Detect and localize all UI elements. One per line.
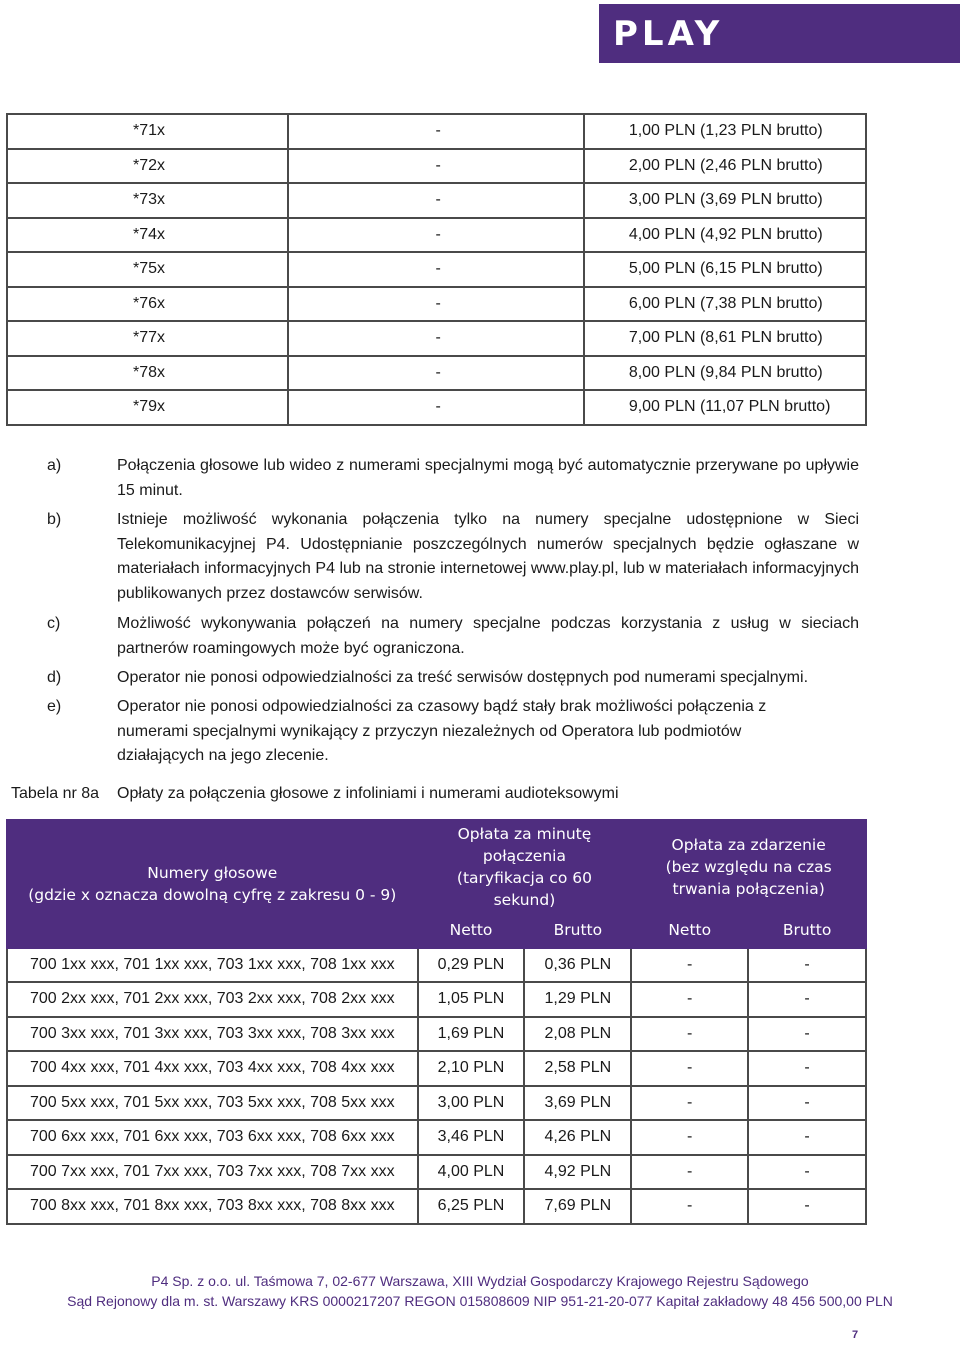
special-numbers-table — [6, 113, 867, 426]
logo-text: PLAY — [613, 13, 724, 54]
table-row: 700 3xx xxx, 701 3xx xxx, 703 3xx xxx, 708 3xx xxx 1,69 PLN 2,08 PLN - - — [7, 1017, 866, 1052]
table-row: 700 5xx xxx, 701 5xx xxx, 703 5xx xxx, 708 5xx xxx 3,00 PLN 3,69 PLN - - — [7, 1086, 866, 1121]
header-brutto: Brutto — [524, 913, 631, 948]
note-text: Operator nie ponosi odpowiedzialności za czasowy bądź stały brak możliwości połączenia z numerami specjalnymi wynikający z przyczyn niezależnych od Operatora lub podmiotów działających na jego zlecenie. — [117, 698, 767, 764]
table-row: 700 6xx xxx, 701 6xx xxx, 703 6xx xxx, 708 6xx xxx 3,46 PLN 4,26 PLN - - — [7, 1120, 866, 1155]
table-row: 700 1xx xxx, 701 1xx xxx, 703 1xx xxx, 708 1xx xxx 0,29 PLN 0,36 PLN - - — [7, 948, 866, 983]
header-per-minute: Opłata za minutę połączenia (taryfikacja co 60 sekund) — [418, 820, 632, 913]
page-number: 7 — [852, 1329, 859, 1341]
note-text: Połączenia głosowe lub wideo z numerami specjalnymi mogą być automatycznie przerywane po upływie 15 minut. — [117, 457, 859, 499]
note-letter: b) — [47, 511, 62, 528]
table-row: 700 7xx xxx, 701 7xx xxx, 703 7xx xxx, 708 7xx xxx 4,00 PLN 4,92 PLN - - — [7, 1155, 866, 1190]
table-row: 700 4xx xxx, 701 4xx xxx, 703 4xx xxx, 708 4xx xxx 2,10 PLN 2,58 PLN - - — [7, 1051, 866, 1086]
table-row: *71x - 1,00 PLN (1,23 PLN brutto) — [7, 114, 866, 149]
table-row: *73x - 3,00 PLN (3,69 PLN brutto) — [7, 183, 866, 218]
note-letter: d) — [47, 669, 62, 686]
note-text: Możliwość wykonywania połączeń na numery specjalne podczas korzystania z usług w sieciach partnerów roamingowych może być ograniczona. — [117, 615, 859, 657]
table-row: *77x - 7,00 PLN (8,61 PLN brutto) — [7, 321, 866, 356]
note-letter: a) — [47, 457, 62, 474]
header-netto: Netto — [418, 913, 525, 948]
table-row: *76x - 6,00 PLN (7,38 PLN brutto) — [7, 287, 866, 322]
play-logo — [599, 4, 960, 63]
table-caption-title: Opłaty za połączenia głosowe z infoliniami i numerami audioteksowymi — [117, 785, 619, 802]
note-letter: c) — [47, 615, 61, 632]
table-header-row — [7, 820, 866, 913]
footer-line-2: Sąd Rejonowy dla m. st. Warszawy KRS 0000217207 REGON 015808609 NIP 951-21-20-077 Kapitał zakładowy 48 456 500,00 PLN — [67, 1293, 893, 1309]
table-row: *74x - 4,00 PLN (4,92 PLN brutto) — [7, 218, 866, 253]
audiotex-price-table — [6, 819, 867, 1225]
table-row: 700 2xx xxx, 701 2xx xxx, 703 2xx xxx, 708 2xx xxx 1,05 PLN 1,29 PLN - - — [7, 982, 866, 1017]
table-row: *78x - 8,00 PLN (9,84 PLN brutto) — [7, 356, 866, 391]
header-per-event: Opłata za zdarzenie (bez względu na czas trwania połączenia) — [631, 820, 866, 913]
footer-line-1: P4 Sp. z o.o. ul. Taśmowa 7, 02-677 Warszawa, XIII Wydział Gospodarczy Krajowego Rejestru Sądowego — [151, 1273, 809, 1289]
note-letter: e) — [47, 698, 62, 715]
header-netto: Netto — [631, 913, 748, 948]
table-row: *79x - 9,00 PLN (11,07 PLN brutto) — [7, 390, 866, 425]
note-text: Operator nie ponosi odpowiedzialności za treść serwisów dostępnych pod numerami specjalnymi. — [117, 669, 809, 686]
header-numbers: Numery głosowe (gdzie x oznacza dowolną cyfrę z zakresu 0 - 9) — [7, 820, 418, 948]
header-brutto: Brutto — [748, 913, 866, 948]
table-row: *75x - 5,00 PLN (6,15 PLN brutto) — [7, 252, 866, 287]
table-caption-label: Tabela nr 8a — [11, 785, 100, 802]
table-row: 700 8xx xxx, 701 8xx xxx, 703 8xx xxx, 708 8xx xxx 6,25 PLN 7,69 PLN - - — [7, 1189, 866, 1224]
note-text: Istnieje możliwość wykonania połączenia tylko na numery specjalne udostępnione w Sieci Telekomunikacyjnej P4. Udostępnianie poszczególnych numerów specjalnych będzie ogłaszane w materiałach informacyjnych P4 lub na stronie internetowej www.play.pl, lub w materiałach informacyjnych publikowanych przez dostawców serwisów. — [117, 511, 859, 602]
table-row: *72x - 2,00 PLN (2,46 PLN brutto) — [7, 149, 866, 184]
